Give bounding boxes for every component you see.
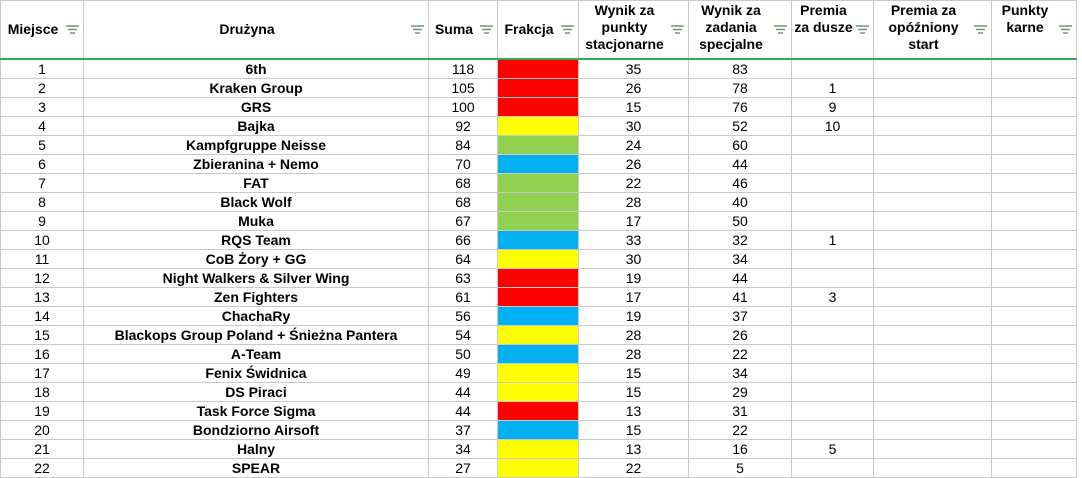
table-row	[1, 459, 1077, 478]
stationary-cell[interactable]: 26	[579, 155, 689, 174]
place-cell[interactable]: 13	[1, 288, 84, 307]
late-cell[interactable]	[874, 212, 992, 231]
stationary-cell[interactable]: 15	[579, 383, 689, 402]
table-row	[1, 421, 1077, 440]
souls-cell[interactable]	[792, 155, 874, 174]
souls-cell[interactable]	[792, 212, 874, 231]
place-cell[interactable]: 1	[1, 59, 84, 79]
souls-cell[interactable]	[792, 307, 874, 326]
place-cell[interactable]: 10	[1, 231, 84, 250]
filter-icon[interactable]	[66, 25, 79, 35]
place-cell[interactable]: 11	[1, 250, 84, 269]
late-cell[interactable]	[874, 345, 992, 364]
late-cell[interactable]	[874, 136, 992, 155]
total-cell[interactable]: 44	[429, 402, 498, 421]
column-header-team[interactable]	[84, 1, 429, 60]
special-cell[interactable]: 44	[689, 269, 792, 288]
filter-icon[interactable]	[1059, 25, 1072, 35]
stationary-cell[interactable]: 19	[579, 307, 689, 326]
penalty-cell[interactable]	[992, 98, 1077, 117]
place-cell[interactable]: 8	[1, 193, 84, 212]
total-cell[interactable]: 34	[429, 440, 498, 459]
late-cell[interactable]	[874, 269, 992, 288]
special-cell[interactable]: 60	[689, 136, 792, 155]
table-row	[1, 174, 1077, 193]
faction-cell[interactable]	[498, 364, 579, 383]
table-row	[1, 402, 1077, 421]
penalty-cell[interactable]	[992, 117, 1077, 136]
special-cell[interactable]: 83	[689, 59, 792, 79]
souls-cell[interactable]	[792, 383, 874, 402]
faction-cell[interactable]	[498, 307, 579, 326]
faction-cell[interactable]	[498, 231, 579, 250]
special-cell[interactable]: 26	[689, 326, 792, 345]
team-cell[interactable]: Muka	[84, 212, 429, 231]
souls-cell[interactable]	[792, 174, 874, 193]
column-header-label: Wynik za zadania specjalne	[699, 1, 763, 52]
total-cell[interactable]: 100	[429, 98, 498, 117]
penalty-cell[interactable]	[992, 345, 1077, 364]
stationary-cell[interactable]: 28	[579, 326, 689, 345]
faction-cell[interactable]	[498, 383, 579, 402]
late-cell[interactable]	[874, 383, 992, 402]
faction-cell[interactable]	[498, 136, 579, 155]
total-cell[interactable]: 68	[429, 193, 498, 212]
place-cell[interactable]: 16	[1, 345, 84, 364]
team-cell[interactable]: Fenix Świdnica	[84, 364, 429, 383]
souls-cell[interactable]	[792, 345, 874, 364]
faction-cell[interactable]	[498, 193, 579, 212]
total-cell[interactable]: 54	[429, 326, 498, 345]
table-row	[1, 307, 1077, 326]
team-cell[interactable]: Bajka	[84, 117, 429, 136]
column-header-place[interactable]	[1, 1, 84, 60]
table-row	[1, 326, 1077, 345]
faction-cell[interactable]	[498, 459, 579, 478]
penalty-cell[interactable]	[992, 59, 1077, 79]
special-cell[interactable]: 5	[689, 459, 792, 478]
souls-cell[interactable]	[792, 59, 874, 79]
team-cell[interactable]: SPEAR	[84, 459, 429, 478]
souls-cell[interactable]	[792, 136, 874, 155]
faction-cell[interactable]	[498, 174, 579, 193]
place-cell[interactable]: 18	[1, 383, 84, 402]
late-cell[interactable]	[874, 250, 992, 269]
penalty-cell[interactable]	[992, 364, 1077, 383]
total-cell[interactable]: 68	[429, 174, 498, 193]
special-cell[interactable]: 40	[689, 193, 792, 212]
place-cell[interactable]: 21	[1, 440, 84, 459]
table-row	[1, 250, 1077, 269]
team-cell[interactable]: Bondziorno Airsoft	[84, 421, 429, 440]
stationary-cell[interactable]: 30	[579, 250, 689, 269]
stationary-cell[interactable]: 15	[579, 364, 689, 383]
faction-cell[interactable]	[498, 155, 579, 174]
column-header-label: Premia za dusze	[794, 1, 853, 35]
place-cell[interactable]: 17	[1, 364, 84, 383]
place-cell[interactable]: 14	[1, 307, 84, 326]
penalty-cell[interactable]	[992, 269, 1077, 288]
table-row	[1, 59, 1077, 79]
team-cell[interactable]: Halny	[84, 440, 429, 459]
column-header-label: Punkty karne	[1001, 1, 1049, 35]
souls-cell[interactable]	[792, 459, 874, 478]
team-cell[interactable]: GRS	[84, 98, 429, 117]
souls-cell[interactable]: 3	[792, 288, 874, 307]
faction-cell[interactable]	[498, 117, 579, 136]
place-cell[interactable]: 2	[1, 79, 84, 98]
column-header-souls[interactable]	[792, 1, 874, 60]
stationary-cell[interactable]: 22	[579, 174, 689, 193]
penalty-cell[interactable]	[992, 326, 1077, 345]
faction-cell[interactable]	[498, 250, 579, 269]
late-cell[interactable]	[874, 231, 992, 250]
team-cell[interactable]: Kampfgruppe Neisse	[84, 136, 429, 155]
filter-icon[interactable]	[856, 25, 869, 35]
place-cell[interactable]: 15	[1, 326, 84, 345]
table-row	[1, 364, 1077, 383]
stationary-cell[interactable]: 26	[579, 79, 689, 98]
souls-cell[interactable]: 1	[792, 231, 874, 250]
filter-icon[interactable]	[561, 25, 574, 35]
penalty-cell[interactable]	[992, 402, 1077, 421]
table-row	[1, 440, 1077, 459]
total-cell[interactable]: 49	[429, 364, 498, 383]
place-cell[interactable]: 9	[1, 212, 84, 231]
faction-cell[interactable]	[498, 421, 579, 440]
filter-icon[interactable]	[411, 25, 424, 35]
table-row	[1, 212, 1077, 231]
special-cell[interactable]: 34	[689, 250, 792, 269]
late-cell[interactable]	[874, 307, 992, 326]
penalty-cell[interactable]	[992, 307, 1077, 326]
table-row	[1, 231, 1077, 250]
souls-cell[interactable]	[792, 193, 874, 212]
faction-cell[interactable]	[498, 345, 579, 364]
late-cell[interactable]	[874, 440, 992, 459]
table-row	[1, 117, 1077, 136]
total-cell[interactable]: 70	[429, 155, 498, 174]
filter-icon[interactable]	[671, 25, 684, 35]
stationary-cell[interactable]: 33	[579, 231, 689, 250]
place-cell[interactable]: 3	[1, 98, 84, 117]
penalty-cell[interactable]	[992, 79, 1077, 98]
total-cell[interactable]: 67	[429, 212, 498, 231]
stationary-cell[interactable]: 22	[579, 459, 689, 478]
place-cell[interactable]: 6	[1, 155, 84, 174]
total-cell[interactable]: 44	[429, 383, 498, 402]
souls-cell[interactable]	[792, 250, 874, 269]
team-cell[interactable]: RQS Team	[84, 231, 429, 250]
souls-cell[interactable]: 1	[792, 79, 874, 98]
souls-cell[interactable]	[792, 326, 874, 345]
faction-cell[interactable]	[498, 59, 579, 79]
team-cell[interactable]: Zen Fighters	[84, 288, 429, 307]
total-cell[interactable]: 61	[429, 288, 498, 307]
column-header-label: Premia za opóźniony start	[888, 1, 959, 52]
column-header-label: Suma	[434, 21, 474, 37]
table-row	[1, 383, 1077, 402]
team-cell[interactable]: Night Walkers & Silver Wing	[84, 269, 429, 288]
place-cell[interactable]: 12	[1, 269, 84, 288]
special-cell[interactable]: 52	[689, 117, 792, 136]
place-cell[interactable]: 5	[1, 136, 84, 155]
column-header-special[interactable]	[689, 1, 792, 60]
special-cell[interactable]: 22	[689, 345, 792, 364]
team-cell[interactable]: CoB Żory + GG	[84, 250, 429, 269]
table-row	[1, 269, 1077, 288]
team-cell[interactable]: Blackops Group Poland + Śnieżna Pantera	[84, 326, 429, 345]
header-row	[1, 1, 1077, 60]
late-cell[interactable]	[874, 421, 992, 440]
penalty-cell[interactable]	[992, 231, 1077, 250]
penalty-cell[interactable]	[992, 288, 1077, 307]
late-cell[interactable]	[874, 459, 992, 478]
table-row	[1, 136, 1077, 155]
table-row	[1, 345, 1077, 364]
column-header-stationary[interactable]	[579, 1, 689, 60]
penalty-cell[interactable]	[992, 193, 1077, 212]
filter-icon[interactable]	[480, 25, 493, 35]
stationary-cell[interactable]: 15	[579, 98, 689, 117]
stationary-cell[interactable]: 15	[579, 421, 689, 440]
stationary-cell[interactable]: 13	[579, 402, 689, 421]
souls-cell[interactable]: 5	[792, 440, 874, 459]
table-row	[1, 79, 1077, 98]
filter-icon[interactable]	[774, 25, 787, 35]
special-cell[interactable]: 46	[689, 174, 792, 193]
faction-cell[interactable]	[498, 440, 579, 459]
special-cell[interactable]: 32	[689, 231, 792, 250]
souls-cell[interactable]	[792, 421, 874, 440]
filter-icon[interactable]	[974, 25, 987, 35]
special-cell[interactable]: 78	[689, 79, 792, 98]
penalty-cell[interactable]	[992, 212, 1077, 231]
late-cell[interactable]	[874, 193, 992, 212]
late-cell[interactable]	[874, 288, 992, 307]
faction-cell[interactable]	[498, 212, 579, 231]
total-cell[interactable]: 37	[429, 421, 498, 440]
late-cell[interactable]	[874, 155, 992, 174]
penalty-cell[interactable]	[992, 174, 1077, 193]
stationary-cell[interactable]: 24	[579, 136, 689, 155]
faction-cell[interactable]	[498, 326, 579, 345]
table-row	[1, 193, 1077, 212]
column-header-late[interactable]	[874, 1, 992, 60]
special-cell[interactable]: 29	[689, 383, 792, 402]
late-cell[interactable]	[874, 174, 992, 193]
special-cell[interactable]: 31	[689, 402, 792, 421]
special-cell[interactable]: 16	[689, 440, 792, 459]
souls-cell[interactable]	[792, 269, 874, 288]
column-header-penalty[interactable]	[992, 1, 1077, 60]
late-cell[interactable]	[874, 326, 992, 345]
souls-cell[interactable]: 9	[792, 98, 874, 117]
faction-cell[interactable]	[498, 269, 579, 288]
stationary-cell[interactable]: 17	[579, 288, 689, 307]
penalty-cell[interactable]	[992, 155, 1077, 174]
special-cell[interactable]: 34	[689, 364, 792, 383]
penalty-cell[interactable]	[992, 136, 1077, 155]
total-cell[interactable]: 27	[429, 459, 498, 478]
place-cell[interactable]: 20	[1, 421, 84, 440]
special-cell[interactable]: 44	[689, 155, 792, 174]
stationary-cell[interactable]: 30	[579, 117, 689, 136]
special-cell[interactable]: 76	[689, 98, 792, 117]
total-cell[interactable]: 105	[429, 79, 498, 98]
stationary-cell[interactable]: 19	[579, 269, 689, 288]
column-header-faction[interactable]	[498, 1, 579, 60]
team-cell[interactable]: 6th	[84, 59, 429, 79]
team-cell[interactable]: Task Force Sigma	[84, 402, 429, 421]
faction-cell[interactable]	[498, 402, 579, 421]
place-cell[interactable]: 7	[1, 174, 84, 193]
team-cell[interactable]: Zbieranina + Nemo	[84, 155, 429, 174]
total-cell[interactable]: 84	[429, 136, 498, 155]
total-cell[interactable]: 118	[429, 59, 498, 79]
stationary-cell[interactable]: 17	[579, 212, 689, 231]
place-cell[interactable]: 19	[1, 402, 84, 421]
stationary-cell[interactable]: 28	[579, 193, 689, 212]
column-header-label: Frakcja	[504, 21, 554, 37]
column-header-label: Drużyna	[219, 21, 275, 37]
table-row	[1, 155, 1077, 174]
special-cell[interactable]: 41	[689, 288, 792, 307]
total-cell[interactable]: 66	[429, 231, 498, 250]
special-cell[interactable]: 37	[689, 307, 792, 326]
faction-cell[interactable]	[498, 288, 579, 307]
souls-cell[interactable]: 10	[792, 117, 874, 136]
team-cell[interactable]: DS Piraci	[84, 383, 429, 402]
late-cell[interactable]	[874, 79, 992, 98]
total-cell[interactable]: 50	[429, 345, 498, 364]
place-cell[interactable]: 4	[1, 117, 84, 136]
late-cell[interactable]	[874, 59, 992, 79]
late-cell[interactable]	[874, 402, 992, 421]
column-header-label: Wynik za punkty stacjonarne	[585, 1, 664, 52]
penalty-cell[interactable]	[992, 383, 1077, 402]
faction-cell[interactable]	[498, 98, 579, 117]
total-cell[interactable]: 64	[429, 250, 498, 269]
team-cell[interactable]: FAT	[84, 174, 429, 193]
special-cell[interactable]: 50	[689, 212, 792, 231]
penalty-cell[interactable]	[992, 250, 1077, 269]
penalty-cell[interactable]	[992, 421, 1077, 440]
souls-cell[interactable]	[792, 402, 874, 421]
table-body	[1, 59, 1077, 478]
souls-cell[interactable]	[792, 364, 874, 383]
penalty-cell[interactable]	[992, 440, 1077, 459]
table-row	[1, 98, 1077, 117]
total-cell[interactable]: 92	[429, 117, 498, 136]
table-row	[1, 288, 1077, 307]
late-cell[interactable]	[874, 364, 992, 383]
stationary-cell[interactable]: 13	[579, 440, 689, 459]
team-cell[interactable]: A-Team	[84, 345, 429, 364]
total-cell[interactable]: 56	[429, 307, 498, 326]
special-cell[interactable]: 22	[689, 421, 792, 440]
faction-cell[interactable]	[498, 79, 579, 98]
team-cell[interactable]: ChachaRy	[84, 307, 429, 326]
column-header-label: Miejsce	[7, 21, 59, 37]
column-header-total[interactable]	[429, 1, 498, 60]
team-cell[interactable]: Kraken Group	[84, 79, 429, 98]
stationary-cell[interactable]: 28	[579, 345, 689, 364]
place-cell[interactable]: 22	[1, 459, 84, 478]
stationary-cell[interactable]: 35	[579, 59, 689, 79]
team-cell[interactable]: Black Wolf	[84, 193, 429, 212]
penalty-cell[interactable]	[992, 459, 1077, 478]
total-cell[interactable]: 63	[429, 269, 498, 288]
late-cell[interactable]	[874, 98, 992, 117]
late-cell[interactable]	[874, 117, 992, 136]
